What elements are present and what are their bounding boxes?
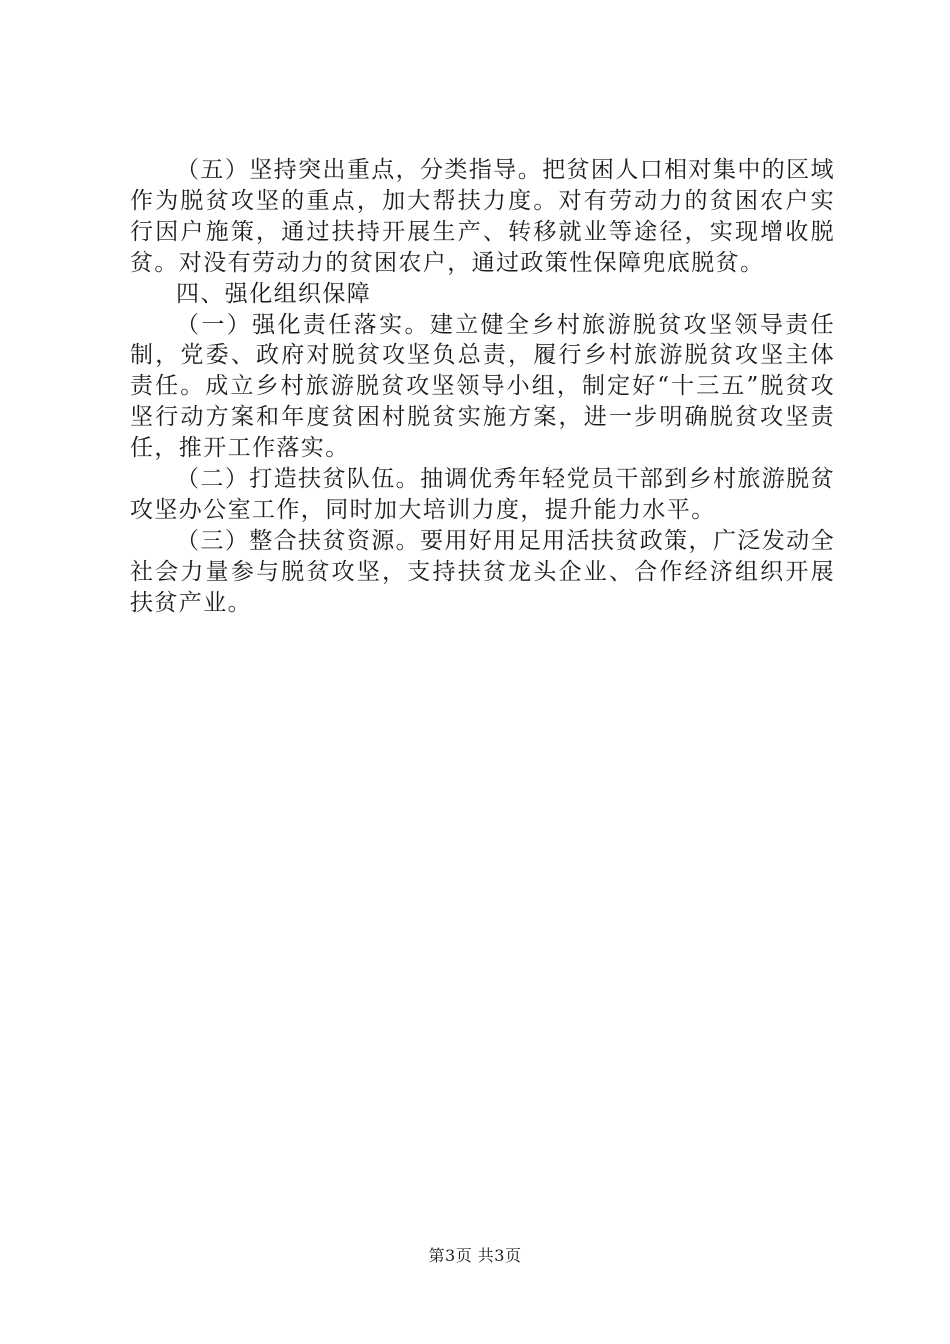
paragraph-point-five: （五）坚持突出重点，分类指导。把贫困人口相对集中的区域作为脱贫攻坚的重点，加大帮扶力度。对有劳动力的贫困农户实行因户施策，通过扶持开展生产、转移就业等途径，实现增收脱贫。对没有劳动力的贫困农户，通过政策性保障兜底脱贫。 [130, 157, 835, 276]
page-number-footer: 第3页 共3页 [428, 1246, 522, 1265]
paragraph-point-three: （三）整合扶贫资源。要用好用足用活扶贫政策，广泛发动全社会力量参与脱贫攻坚，支持扶贫龙头企业、合作经济组织开展扶贫产业。 [130, 527, 835, 616]
document-body [130, 155, 835, 619]
paragraph-point-two: （二）打造扶贫队伍。抽调优秀年轻党员干部到乡村旅游脱贫攻坚办公室工作，同时加大培训力度，提升能力水平。 [130, 466, 835, 523]
paragraph-point-one: （一）强化责任落实。建立健全乡村旅游脱贫攻坚领导责任制，党委、政府对脱贫攻坚负总责，履行乡村旅游脱贫攻坚主体责任。成立乡村旅游脱贫攻坚领导小组，制定好“十三五”脱贫攻坚行动方案和年度贫困村脱贫实施方案，进一步明确脱贫攻坚责任，推开工作落实。 [130, 311, 835, 462]
section-heading-four: 四、强化组织保障 [176, 280, 372, 307]
